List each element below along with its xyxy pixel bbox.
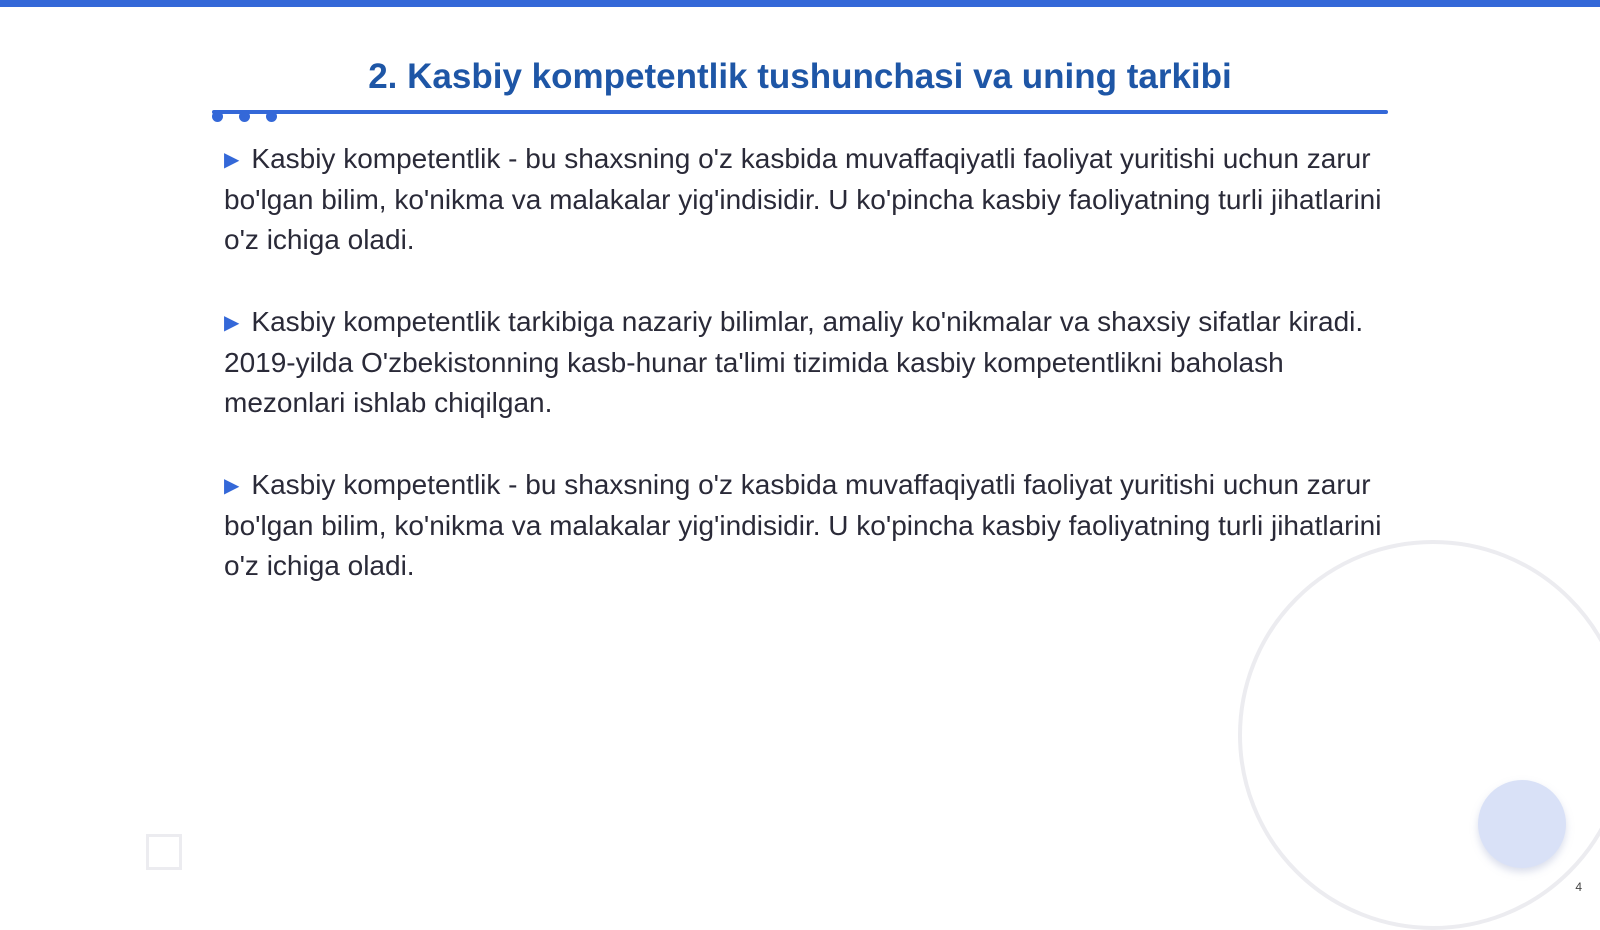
- underline-dot-3: [266, 111, 277, 122]
- bullet-item-1: [224, 139, 1384, 260]
- bullet-arrow-icon: ▶: [224, 475, 240, 497]
- bullet-text: Kasbiy kompetentlik tarkibiga nazariy bilimlar, amaliy ko'nikmalar va shaxsiy sifatlar kiradi. 2019-yilda O'zbekistonning kasb-hunar ta'limi tizimida kasbiy kompetentlikni baholash mezonlari ishlab chiqilgan.: [224, 306, 1364, 418]
- slide-title: 2. Kasbiy kompetentlik tushunchasi va uning tarkibi: [368, 57, 1232, 96]
- slide-content: [224, 139, 1384, 628]
- decorative-ring: [1238, 540, 1600, 930]
- bullet-item-2: [224, 302, 1384, 423]
- bullet-text: Kasbiy kompetentlik - bu shaxsning o'z kasbida muvaffaqiyatli faoliyat yuritishi uchun zarur bo'lgan bilim, ko'nikma va malakalar yig'indisidir. U ko'pincha kasbiy faoliyatning turli jihatlarini o'z ichiga oladi.: [224, 469, 1382, 581]
- decorative-circle: [1478, 780, 1566, 868]
- underline-dot-2: [239, 111, 250, 122]
- title-underline: [212, 110, 1388, 114]
- underline-dot-1: [212, 111, 223, 122]
- bullet-item-3: [224, 465, 1384, 586]
- bullet-text: Kasbiy kompetentlik - bu shaxsning o'z kasbida muvaffaqiyatli faoliyat yuritishi uchun zarur bo'lgan bilim, ko'nikma va malakalar yig'indisidir. U ko'pincha kasbiy faoliyatning turli jihatlarini o'z ichiga oladi.: [224, 143, 1382, 255]
- top-accent-bar: [0, 0, 1600, 7]
- bullet-arrow-icon: ▶: [224, 312, 240, 334]
- page-number: 4: [1575, 880, 1582, 894]
- bullet-arrow-icon: ▶: [224, 149, 240, 171]
- decorative-square: [146, 834, 182, 870]
